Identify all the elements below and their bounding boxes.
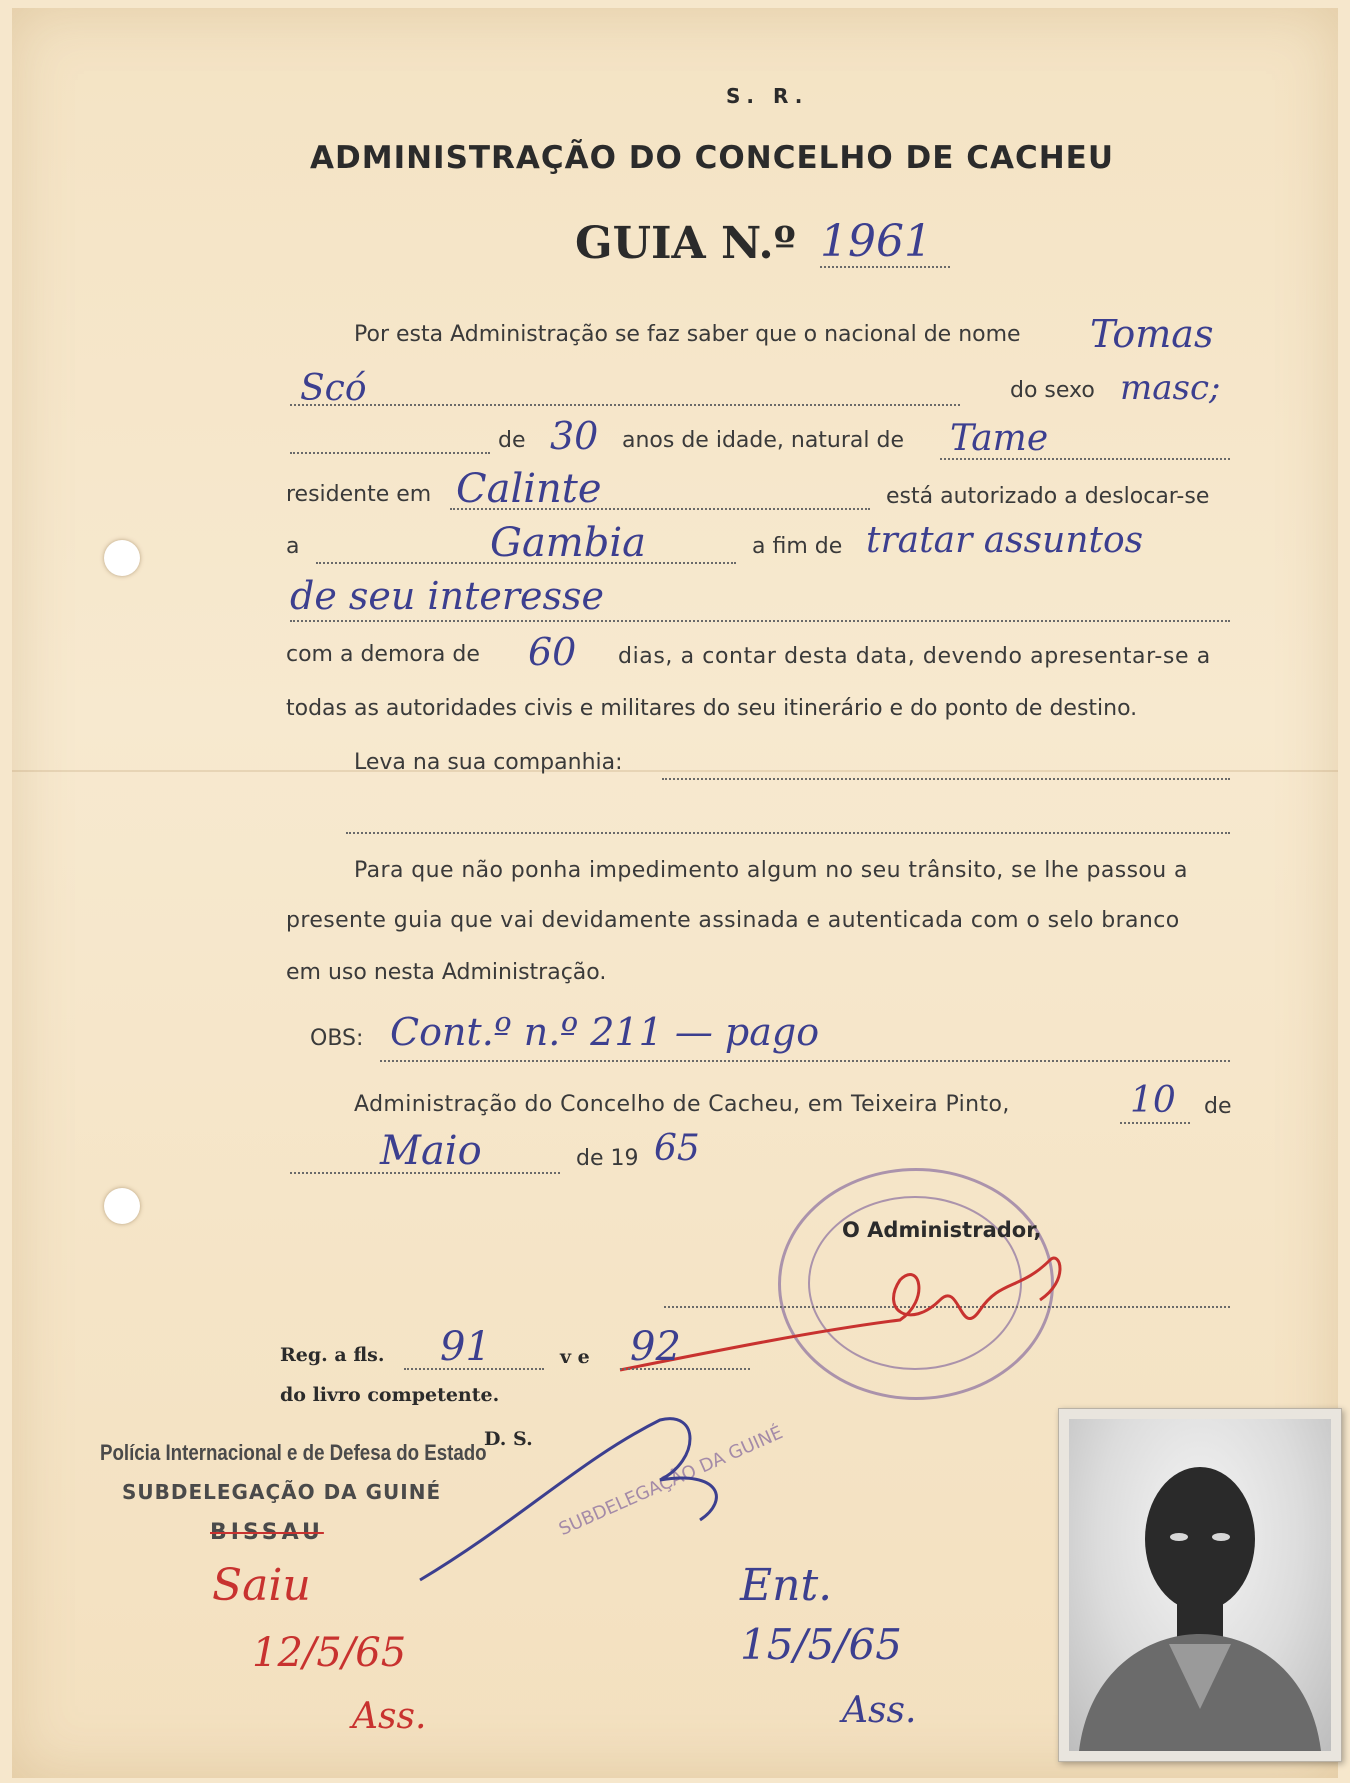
companion-line-2	[346, 832, 1230, 834]
name-first: Tomas	[1090, 312, 1214, 356]
destination-line	[316, 562, 736, 564]
month-value: Maio	[380, 1128, 482, 1174]
red-annotation-date: 12/5/65	[252, 1630, 407, 1676]
guia-label: GUIA N.º	[575, 218, 796, 269]
intro-text: Por esta Administração se faz saber que o nacional de nome	[354, 322, 1021, 347]
second-fls-value: 92	[630, 1324, 681, 1370]
blue-annotation-date: 15/5/65	[740, 1620, 902, 1669]
authorities-text: todas as autoridades civis e militares do seu itinerário e do ponto de destino.	[286, 696, 1138, 721]
transit-p3: em uso nesta Administração.	[286, 960, 607, 985]
month-line	[290, 1172, 560, 1174]
rotated-stamp-line2: SUBDELEGAÇÃO DA GUINÉ	[555, 1422, 787, 1541]
purpose-line	[290, 620, 1230, 622]
name-line	[290, 404, 960, 406]
blue-annotation-initials: Ass.	[842, 1690, 917, 1731]
age-prefix: de	[498, 428, 526, 453]
fls-line	[404, 1368, 544, 1370]
ve-label: v e	[560, 1346, 590, 1368]
blank-line	[290, 452, 490, 454]
photo-image	[1069, 1419, 1331, 1751]
administrator-label: O Administrador,	[842, 1218, 1042, 1242]
fls-value: 91	[440, 1324, 491, 1370]
obs-label: OBS:	[310, 1026, 364, 1051]
sex-label: do sexo	[1010, 378, 1095, 403]
residence-line	[450, 508, 870, 510]
obs-value: Cont.º n.º 211 — pago	[390, 1010, 820, 1054]
second-fls-line	[620, 1368, 750, 1370]
year-prefix: de 19	[576, 1146, 639, 1171]
to-label: a	[286, 534, 300, 559]
blue-annotation-word: Ent.	[740, 1560, 833, 1611]
transit-p1: Para que não ponha impedimento algum no seu trânsito, se lhe passou a	[354, 858, 1188, 883]
guia-number-line	[820, 266, 950, 268]
book-label: do livro competente.	[280, 1384, 500, 1406]
delay-prefix: com a demora de	[286, 642, 480, 667]
ds-label: D. S.	[484, 1428, 533, 1450]
id-photo	[1058, 1408, 1342, 1762]
purpose-line2: de seu interesse	[290, 574, 604, 618]
age-suffix: anos de idade, natural de	[622, 428, 905, 453]
police-stamp-line2: SUBDELEGAÇÃO DA GUINÉ	[122, 1480, 442, 1504]
purpose-line1: tratar assuntos	[866, 520, 1144, 561]
obs-line	[380, 1060, 1230, 1062]
sex-value: masc;	[1120, 368, 1221, 408]
reg-label: Reg. a fls.	[280, 1344, 385, 1366]
header-administration: ADMINISTRAÇÃO DO CONCELHO DE CACHEU	[310, 140, 1114, 176]
companion-label: Leva na sua companhia:	[354, 750, 623, 775]
red-annotation-initials: Ass.	[352, 1696, 427, 1737]
fold-line	[12, 770, 1338, 772]
destination: Gambia	[490, 520, 646, 566]
police-stamp-line1: Polícia Internacional e de Defesa do Estado	[100, 1440, 487, 1465]
punch-hole	[104, 1188, 140, 1224]
name-second: Scó	[300, 368, 367, 409]
police-stamp-line3: BISSAU	[210, 1520, 324, 1545]
year-suffix: 65	[654, 1128, 700, 1169]
guia-number: 1961	[820, 216, 932, 267]
residence-value: Calinte	[456, 466, 602, 512]
authorized-text: está autorizado a deslocar-se	[886, 484, 1210, 509]
purpose-label: a fim de	[752, 534, 843, 559]
birthplace-line	[940, 458, 1230, 460]
transit-p2: presente guia que vai devidamente assinada e autenticada com o selo branco	[286, 908, 1180, 933]
punch-hole	[104, 540, 140, 576]
day-value: 10	[1130, 1080, 1176, 1121]
header-sr: S. R.	[726, 84, 809, 108]
delay-days: 60	[528, 630, 577, 674]
residence-label: residente em	[286, 482, 432, 507]
age-value: 30	[550, 414, 599, 458]
portrait-figure	[1069, 1419, 1331, 1751]
date-de: de	[1204, 1094, 1232, 1119]
red-annotation-word: Saiu	[212, 1560, 311, 1611]
place-text: Administração do Concelho de Cacheu, em Teixeira Pinto,	[354, 1092, 1010, 1117]
day-line	[1120, 1122, 1190, 1124]
blue-scribble	[400, 1400, 760, 1600]
birthplace: Tame	[950, 418, 1049, 459]
companion-line	[662, 778, 1230, 780]
delay-text: dias, a contar desta data, devendo apresentar-se a	[618, 644, 1211, 669]
